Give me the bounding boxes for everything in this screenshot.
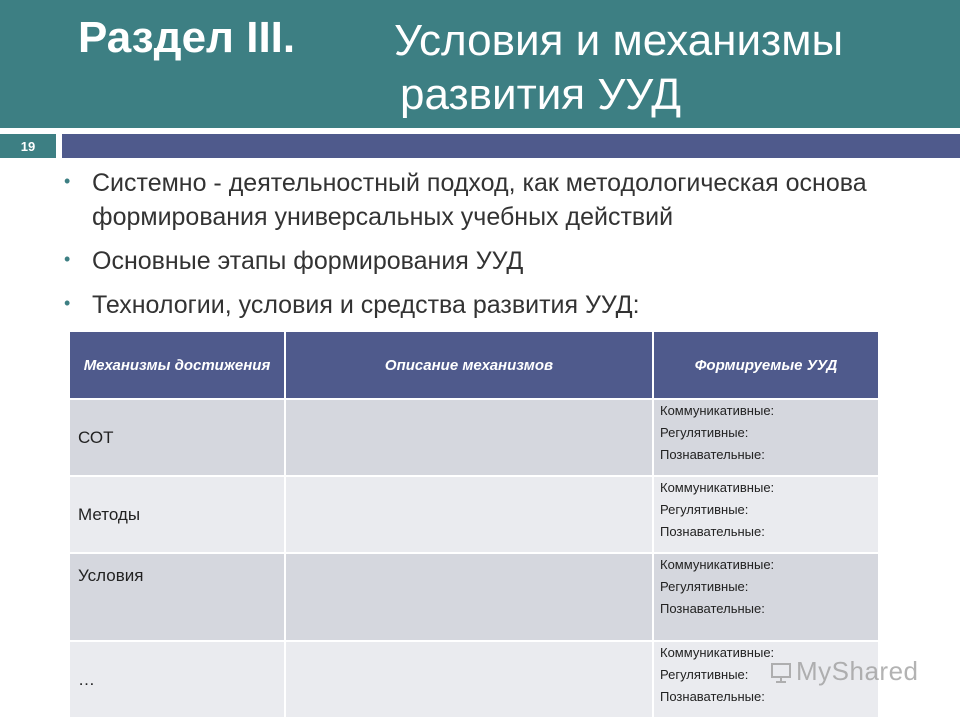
- slide-title: [394, 14, 934, 121]
- title-line-1: Условия и механизмы: [394, 16, 844, 65]
- watermark-text: MyShared: [796, 656, 919, 686]
- column-header-description: Описание механизмов: [285, 331, 653, 399]
- slide-number: 19: [0, 134, 56, 158]
- uud-list: Коммуникативные: Регулятивные: Познавательные:: [653, 399, 879, 476]
- mechanism-name: СОТ: [69, 399, 285, 476]
- slide-header: [0, 0, 960, 128]
- table-row: [69, 476, 879, 553]
- section-label: Раздел III.: [78, 13, 296, 62]
- table-row: [69, 399, 879, 476]
- title-line-2: развития УУД: [400, 69, 682, 119]
- bullet-item: • Основные этапы формирования УУД: [62, 244, 942, 278]
- bullet-item: • Технологии, условия и средства развития УУД:: [62, 288, 942, 322]
- uud-list: Коммуникативные: Регулятивные: Познавательные:: [653, 553, 879, 641]
- mechanism-description: [285, 399, 653, 476]
- table-header-row: [69, 331, 879, 399]
- table-row: [69, 641, 879, 718]
- table-row: [69, 553, 879, 641]
- mechanism-name: Условия: [69, 553, 285, 641]
- uud-list: Коммуникативные: Регулятивные: Познавательные:: [653, 641, 879, 718]
- bullet-dot-icon: •: [64, 249, 71, 269]
- accent-bar: [62, 134, 960, 158]
- mechanism-description: [285, 476, 653, 553]
- watermark: [770, 656, 919, 687]
- mechanism-name: …: [69, 641, 285, 718]
- presentation-screen-icon: [770, 661, 792, 683]
- column-header-uud: Формируемые УУД: [653, 331, 879, 399]
- bullet-item: • Системно - деятельностный подход, как методологическая основа формирования универсальных учебных действий: [62, 166, 942, 234]
- bullet-list: [62, 166, 942, 332]
- mechanism-description: [285, 553, 653, 641]
- column-header-mechanisms: Механизмы достижения: [69, 331, 285, 399]
- bullet-dot-icon: •: [64, 293, 71, 313]
- mechanism-description: [285, 641, 653, 718]
- uud-list: Коммуникативные: Регулятивные: Познавательные:: [653, 476, 879, 553]
- bullet-dot-icon: •: [64, 171, 71, 191]
- mechanisms-table: [68, 330, 880, 719]
- mechanism-name: Методы: [69, 476, 285, 553]
